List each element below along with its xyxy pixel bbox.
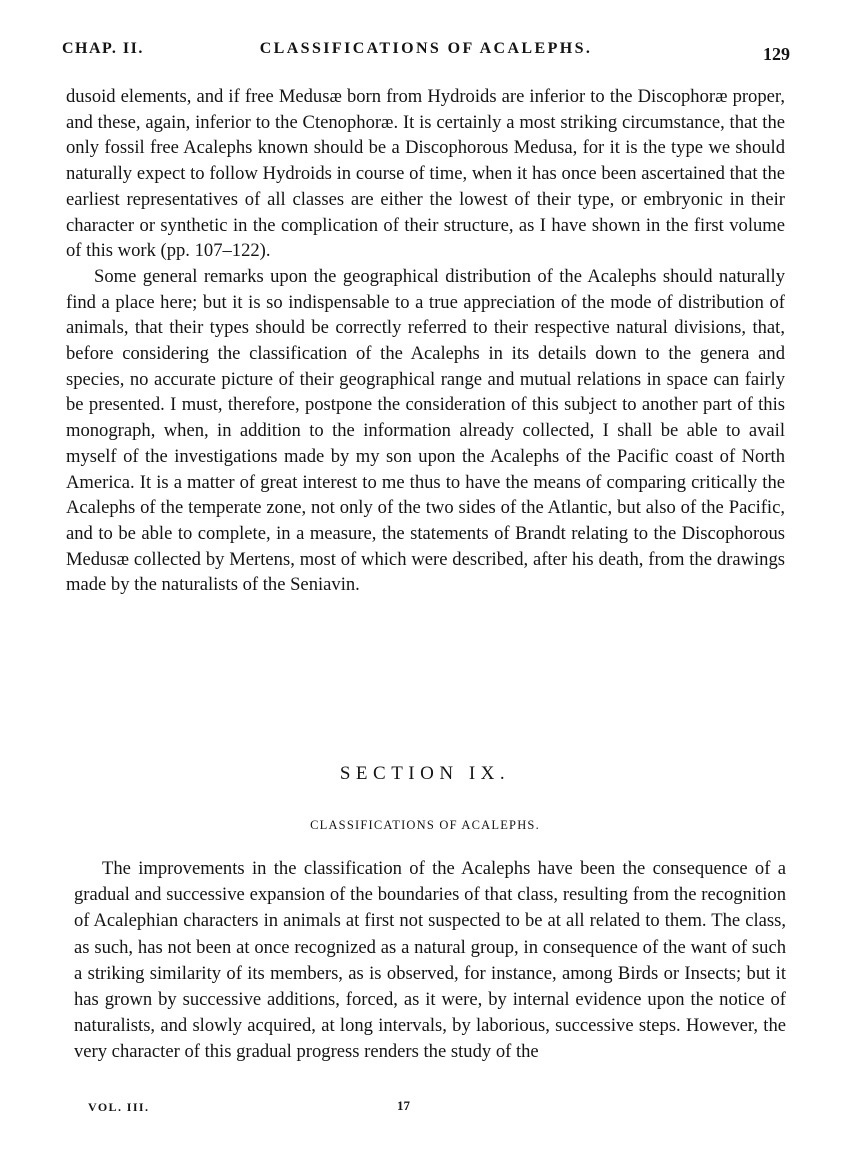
page-footer xyxy=(0,1098,850,1118)
paragraph: The improvements in the classification of the Acalephs have been the consequence of a gradual and successive expansion of the boundaries of that class, resulting from the recognition of Acalephian characters in animals at first not suspected to be at all related to them. The class, as such, has not been at once recognized as a natural group, in consequence of the want of such a striking similarity of its members, as is observed, for instance, among Birds or Insects; but it has grown by successive additions, forced, as it were, by internal evidence upon the notice of naturalists, and slowly acquired, at long intervals, by laborious, successive steps. However, the very character of this gradual progress renders the study of the xyxy=(74,858,786,1063)
section-subheading: CLASSIFICATIONS OF ACALEPHS. xyxy=(310,818,540,832)
page-number: 129 xyxy=(763,44,790,64)
body-text-before-section xyxy=(66,84,785,598)
paragraph: Some general remarks upon the geographical distribution of the Acalephs should naturally find a place here; but it is so indispensable to a true appreciation of the mode of distribution of animals, that their types should be correctly referred to their respective natural divisions, that, before considering the classification of the Acalephs in its details down to the genera and species, no accurate picture of their geographical range and mutual relations in space can fairly be presented. I must, therefore, postpone the consideration of this subject to another part of this monograph, when, in addition to the information already collected, I shall be able to avail myself of the investigations made by my son upon the Acalephs of the Pacific coast of North America. It is a matter of great interest to me thus to have the means of comparing critically the Acalephs of the temperate zone, not only of the two sides of the Atlantic, but also of the Pacific, and to be able to complete, in a measure, the statements of Brandt relating to the Discophorous Medusæ collected by Mertens, most of which were described, after his death, from the drawings made by the naturalists of the Seniavin. xyxy=(66,265,785,596)
section-body-text xyxy=(74,856,786,1066)
running-title: CLASSIFICATIONS OF ACALEPHS. xyxy=(259,40,593,57)
chapter-label: CHAP. II. xyxy=(62,40,144,57)
section-heading: SECTION IX. xyxy=(339,763,511,784)
running-head xyxy=(62,40,790,66)
signature-mark: 17 xyxy=(397,1098,410,1113)
paragraph: dusoid elements, and if free Medusæ born from Hydroids are inferior to the Discophoræ proper, and these, again, inferior to the Ctenophoræ. It is certainly a most striking circumstance, that the only fossil free Acalephs known should be a Discophorous Medusa, for it is the type we should naturally expect to follow Hydroids in course of time, when it has once been ascertained that the earliest representatives of all classes are either the lowest of their type, or embryonic in their character or synthetic in the complication of their structure, as I have shown in the first volume of this work (pp. 107–122). xyxy=(66,86,785,262)
volume-label: VOL. III. xyxy=(88,1100,150,1114)
